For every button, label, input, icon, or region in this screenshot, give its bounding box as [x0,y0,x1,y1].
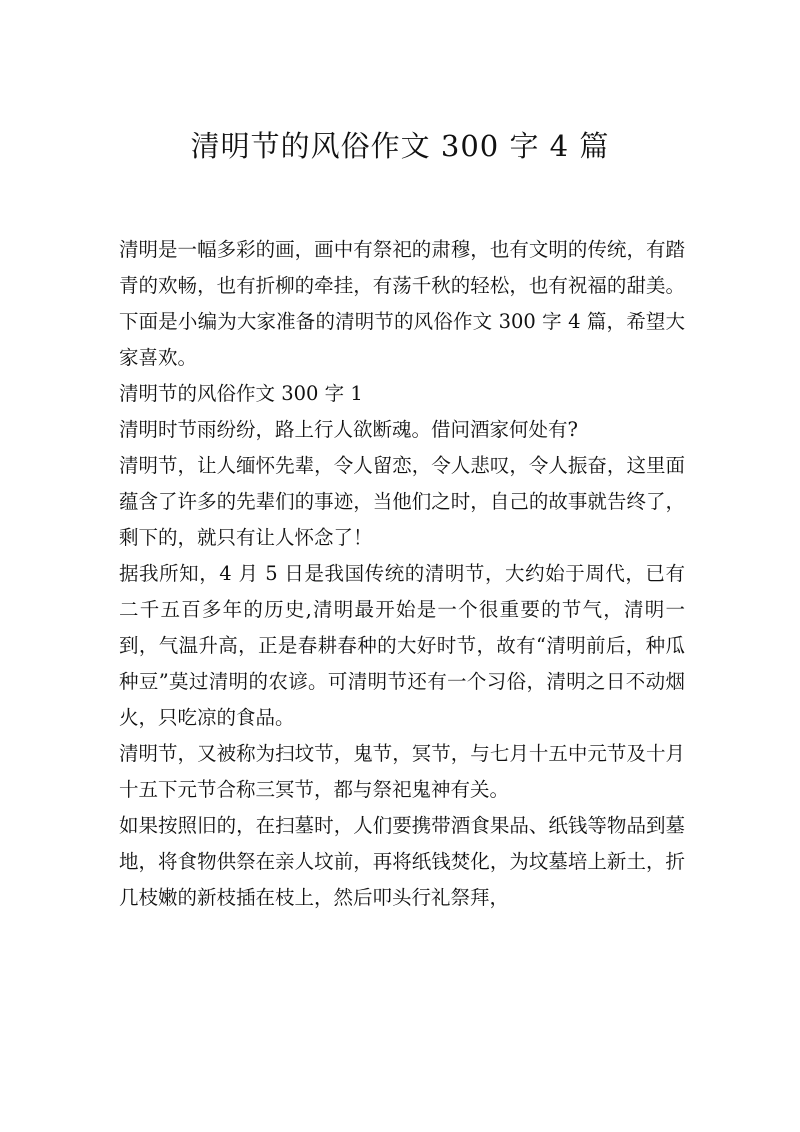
paragraph: 清明节，又被称为扫坟节，鬼节，冥节，与七月十五中元节及十月十五下元节合称三冥节，都与祭祀鬼神有关。 [119,742,685,801]
document-body [119,232,685,916]
paragraph: 清明节，让人缅怀先辈，令人留恋，令人悲叹，令人振奋，这里面蕴含了许多的先辈们的事迹，当他们之时，自己的故事就告终了，剩下的，就只有让人怀念了！ [119,454,685,549]
paragraph: 如果按照旧的，在扫墓时，人们要携带酒食果品、纸钱等物品到墓地，将食物供祭在亲人坟前，再将纸钱焚化，为坟墓培上新土，折几枝嫩的新枝插在枝上，然后叩头行礼祭拜， [119,814,685,909]
document-title: 清明节的风俗作文 300 字 4 篇 [190,129,610,163]
section-heading: 清明节的风俗作文 300 字 1 [119,382,363,405]
paragraph-intro: 清明是一幅多彩的画，画中有祭祀的肃穆，也有文明的传统，有踏青的欢畅，也有折柳的牵挂，有荡千秋的轻松，也有祝福的甜美。下面是小编为大家准备的清明节的风俗作文 300 字 4 篇，希望大家喜欢。 [119,238,685,369]
paragraph: 据我所知，4 月 5 日是我国传统的清明节，大约始于周代，已有二千五百多年的历史,清明最开始是一个很重要的节气，清明一到，气温升高，正是春耕春种的大好时节，故有“清明前后，种瓜种豆”莫过清明的农谚。可清明节还有一个习俗，清明之日不动烟火，只吃凉的食品。 [119,562,685,729]
paragraph-poem: 清明时节雨纷纷，路上行人欲断魂。借问酒家何处有? [119,418,578,441]
